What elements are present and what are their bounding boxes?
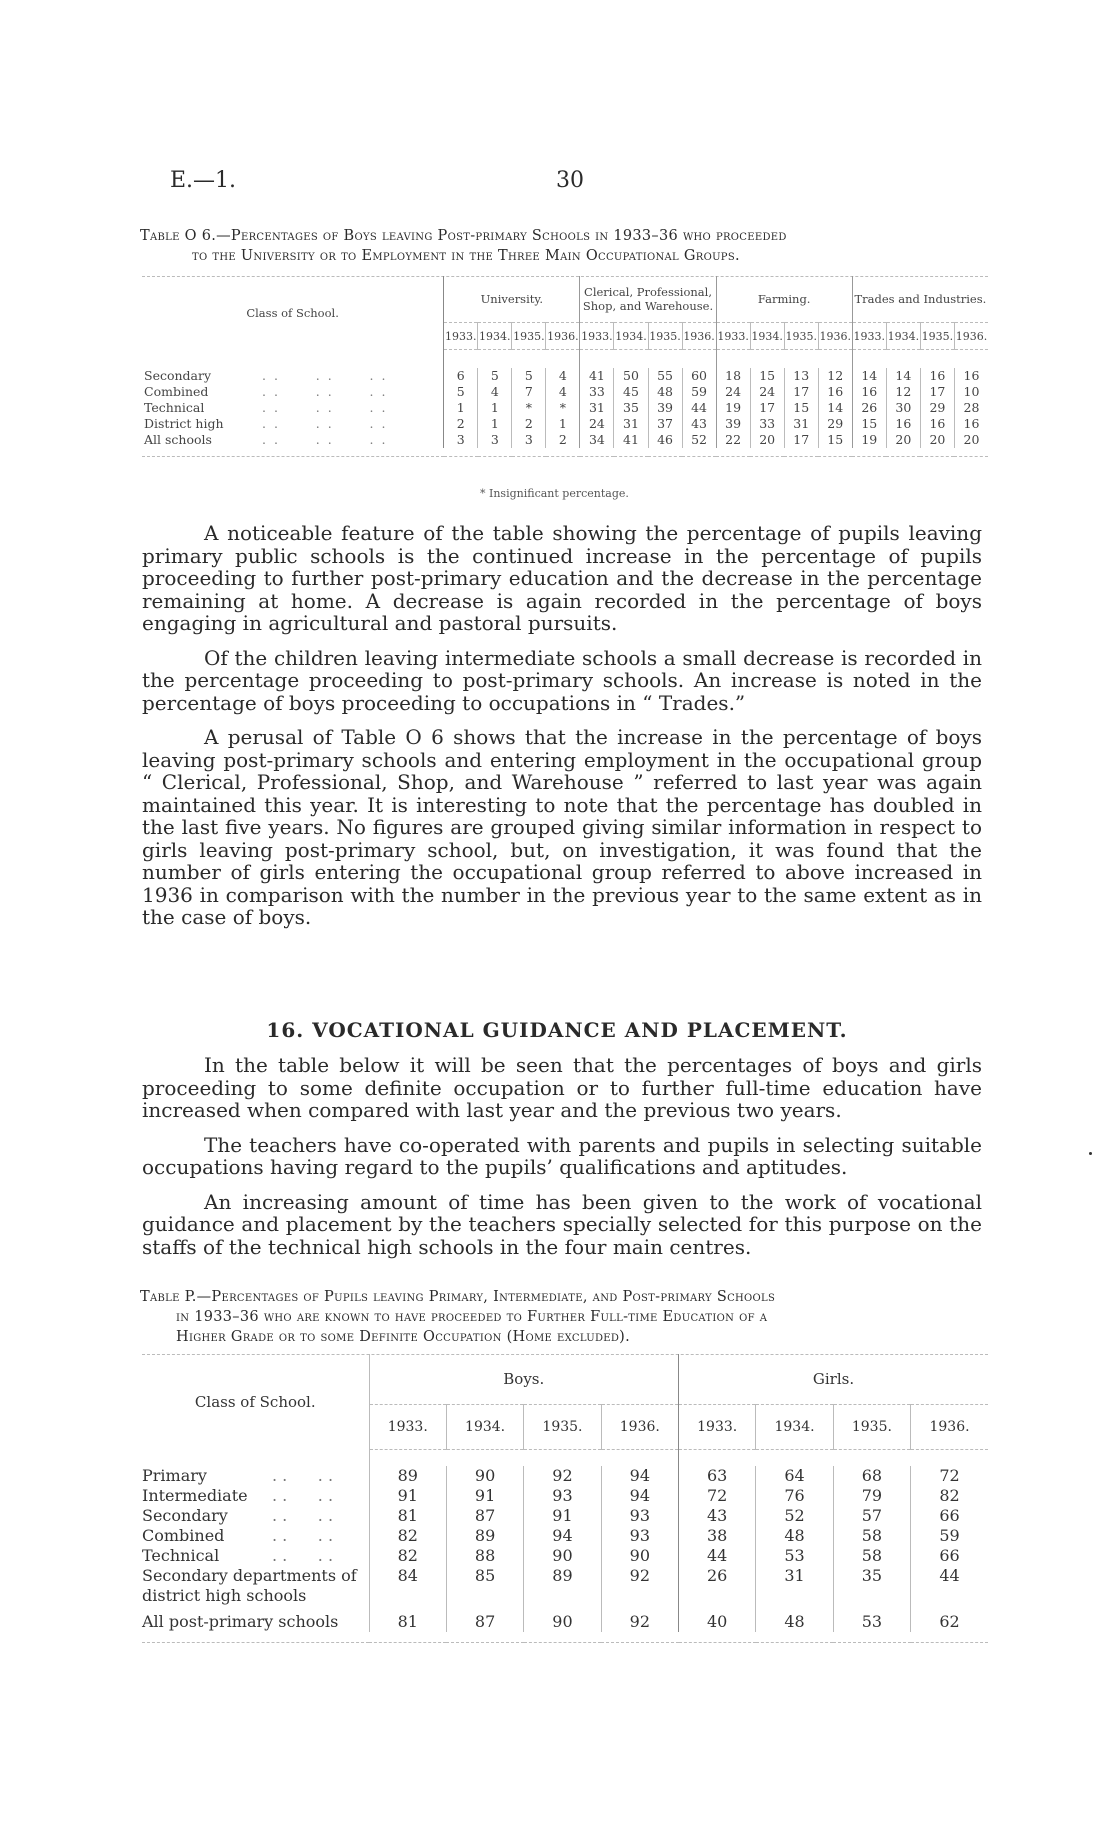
cell-value: 92 bbox=[601, 1566, 678, 1606]
cell-value: 93 bbox=[601, 1506, 678, 1526]
table-row bbox=[142, 1466, 988, 1486]
table-p bbox=[142, 1354, 988, 1643]
row-label bbox=[142, 1466, 369, 1486]
cell-value: 43 bbox=[682, 416, 716, 432]
cell-value: 16 bbox=[886, 416, 920, 432]
cell-value: 79 bbox=[833, 1486, 910, 1506]
section-reference: E.—1. bbox=[170, 168, 237, 193]
cell-value: 4 bbox=[546, 384, 580, 400]
cell-value: 7 bbox=[512, 384, 546, 400]
table-p-caption-line3: Higher Grade or to some Definite Occupation (Home excluded). bbox=[176, 1329, 631, 1345]
cell-value: 35 bbox=[833, 1566, 910, 1606]
cell-value: 16 bbox=[852, 384, 886, 400]
body-paragraph: A noticeable feature of the table showing the percentage of pupils leaving primary public schools is the continued increase in the percentage of pupils proceeding to further post-primary education and the decrease in the percentage remaining at home. A decrease is again recorded in the percentage of boys engaging in agricultural and pastoral pursuits. bbox=[142, 521, 982, 635]
table-row bbox=[142, 1546, 988, 1566]
table-row bbox=[142, 1606, 988, 1632]
cell-value: 1 bbox=[478, 400, 512, 416]
table-row bbox=[142, 368, 988, 384]
row-label bbox=[142, 1546, 369, 1566]
cell-value: 26 bbox=[679, 1566, 756, 1606]
cell-value: 48 bbox=[648, 384, 682, 400]
cell-value: 29 bbox=[818, 416, 852, 432]
cell-value: 40 bbox=[679, 1606, 756, 1632]
cell-value: 3 bbox=[444, 432, 478, 448]
cell-value: 14 bbox=[852, 368, 886, 384]
cell-value: 26 bbox=[852, 400, 886, 416]
cell-value: 66 bbox=[911, 1506, 988, 1526]
cell-value: 24 bbox=[580, 416, 614, 432]
table-row bbox=[142, 1526, 988, 1546]
cell-value: 89 bbox=[446, 1526, 523, 1546]
cell-value: 16 bbox=[818, 384, 852, 400]
cell-value: 41 bbox=[614, 432, 648, 448]
cell-value: 53 bbox=[833, 1606, 910, 1632]
cell-value: 35 bbox=[614, 400, 648, 416]
cell-value: 94 bbox=[524, 1526, 601, 1546]
cell-value: 81 bbox=[369, 1506, 446, 1526]
group-header-university: University. bbox=[444, 276, 580, 323]
cell-value: 89 bbox=[369, 1466, 446, 1486]
cell-value: 87 bbox=[446, 1606, 523, 1632]
cell-value: 6 bbox=[444, 368, 478, 384]
cell-value: 30 bbox=[886, 400, 920, 416]
class-of-school-header: Class of School. bbox=[194, 1392, 316, 1411]
cell-value: 58 bbox=[833, 1546, 910, 1566]
leader-dots: . . . . bbox=[272, 1466, 334, 1485]
row-label bbox=[142, 432, 444, 448]
year-header: 1936. bbox=[911, 1405, 988, 1450]
body-paragraph: Of the children leaving intermediate schools a small decrease is recorded in the percentage proceeding to post-primary schools. An increase is noted in the percentage of boys proceeding to occupations in “ Trades.” bbox=[142, 645, 982, 715]
cell-value: 20 bbox=[954, 432, 988, 448]
cell-value: 91 bbox=[446, 1486, 523, 1506]
leader-dots: . . . . . . bbox=[262, 416, 388, 431]
year-header: 1934. bbox=[478, 323, 512, 350]
table-row bbox=[142, 400, 988, 416]
school-class-name: Secondary departments of district high schools bbox=[142, 1566, 357, 1605]
year-header: 1934. bbox=[614, 323, 648, 350]
year-header: 1936. bbox=[546, 323, 580, 350]
cell-value: 90 bbox=[524, 1546, 601, 1566]
leader-dots: . . . . bbox=[272, 1486, 334, 1505]
cell-value: 85 bbox=[446, 1566, 523, 1606]
year-header: 1933. bbox=[580, 323, 614, 350]
cell-value: 2 bbox=[512, 416, 546, 432]
cell-value: 57 bbox=[833, 1506, 910, 1526]
cell-value: 43 bbox=[679, 1506, 756, 1526]
year-header: 1936. bbox=[818, 323, 852, 350]
cell-value: 31 bbox=[756, 1566, 833, 1606]
cell-value: 87 bbox=[446, 1506, 523, 1526]
school-class-name: Primary bbox=[142, 1466, 207, 1485]
cell-value: 59 bbox=[682, 384, 716, 400]
year-header: 1935. bbox=[512, 323, 546, 350]
school-class-name: Technical bbox=[142, 1546, 220, 1565]
row-label bbox=[142, 400, 444, 416]
cell-value: 41 bbox=[580, 368, 614, 384]
cell-value: 29 bbox=[920, 400, 954, 416]
leader-dots: . . . . . . bbox=[262, 384, 388, 399]
class-of-school-header: Class of School. bbox=[246, 305, 339, 320]
school-class-name: Intermediate bbox=[142, 1486, 248, 1505]
cell-value: 45 bbox=[614, 384, 648, 400]
cell-value: 82 bbox=[369, 1546, 446, 1566]
cell-value: 13 bbox=[784, 368, 818, 384]
table-o6-caption bbox=[140, 226, 980, 266]
school-class-name: District high bbox=[144, 416, 224, 431]
cell-value: 1 bbox=[444, 400, 478, 416]
leader-dots: . . . . . . bbox=[262, 400, 388, 415]
year-header: 1933. bbox=[369, 1405, 446, 1450]
year-header: 1934. bbox=[750, 323, 784, 350]
leader-dots: . . . . . . bbox=[262, 432, 388, 447]
cell-value: 72 bbox=[679, 1486, 756, 1506]
body-text-section-2 bbox=[142, 1054, 982, 1270]
cell-value: 16 bbox=[920, 416, 954, 432]
cell-value: 94 bbox=[601, 1466, 678, 1486]
table-row bbox=[142, 384, 988, 400]
year-header: 1933. bbox=[444, 323, 478, 350]
cell-value: 38 bbox=[679, 1526, 756, 1546]
cell-value: 44 bbox=[682, 400, 716, 416]
cell-value: 55 bbox=[648, 368, 682, 384]
year-header: 1933. bbox=[679, 1405, 756, 1450]
cell-value: 34 bbox=[580, 432, 614, 448]
cell-value: 90 bbox=[601, 1546, 678, 1566]
cell-value: 31 bbox=[784, 416, 818, 432]
cell-value: 33 bbox=[580, 384, 614, 400]
table-row bbox=[142, 1566, 988, 1606]
body-paragraph: In the table below it will be seen that the percentages of boys and girls proceeding to some definite occupation or to further full-time education have increased when compared with last year and the previous two years. bbox=[142, 1053, 982, 1122]
table-p-caption bbox=[140, 1287, 980, 1347]
year-header: 1936. bbox=[601, 1405, 678, 1450]
year-header: 1936. bbox=[682, 323, 716, 350]
leader-dots: . . . . . . bbox=[262, 368, 388, 383]
cell-value: 76 bbox=[756, 1486, 833, 1506]
cell-value: 94 bbox=[601, 1486, 678, 1506]
cell-value: 59 bbox=[911, 1526, 988, 1546]
table-o6-caption-line2: to the University or to Employment in the Three Main Occupational Groups. bbox=[192, 248, 740, 264]
cell-value: 37 bbox=[648, 416, 682, 432]
row-label bbox=[142, 1566, 369, 1606]
cell-value: 1 bbox=[546, 416, 580, 432]
cell-value: 15 bbox=[818, 432, 852, 448]
cell-value: 62 bbox=[911, 1606, 988, 1632]
cell-value: 39 bbox=[716, 416, 750, 432]
cell-value: 66 bbox=[911, 1546, 988, 1566]
body-paragraph: An increasing amount of time has been given to the work of vocational guidance and placement by the teachers specially selected for this purpose on the staffs of the technical high schools in the four main centres. bbox=[142, 1189, 982, 1259]
leader-dots: . . . . bbox=[272, 1526, 334, 1545]
cell-value: 1 bbox=[478, 416, 512, 432]
cell-value: 90 bbox=[446, 1466, 523, 1486]
cell-value: 3 bbox=[478, 432, 512, 448]
year-header: 1934. bbox=[756, 1405, 833, 1450]
page-number: 30 bbox=[556, 168, 584, 193]
table-row bbox=[142, 1506, 988, 1526]
year-header: 1933. bbox=[852, 323, 886, 350]
year-header: 1935. bbox=[920, 323, 954, 350]
cell-value: 16 bbox=[954, 416, 988, 432]
cell-value: 2 bbox=[546, 432, 580, 448]
leader-dots: . . . . bbox=[272, 1506, 334, 1525]
cell-value: 15 bbox=[784, 400, 818, 416]
cell-value: 15 bbox=[852, 416, 886, 432]
cell-value: 82 bbox=[911, 1486, 988, 1506]
cell-value: 20 bbox=[750, 432, 784, 448]
school-class-name: Technical bbox=[144, 400, 205, 415]
cell-value: 82 bbox=[369, 1526, 446, 1546]
cell-value: 20 bbox=[920, 432, 954, 448]
cell-value: 72 bbox=[911, 1466, 988, 1486]
cell-value: 22 bbox=[716, 432, 750, 448]
row-label bbox=[142, 1486, 369, 1506]
cell-value: 10 bbox=[954, 384, 988, 400]
cell-value: 15 bbox=[750, 368, 784, 384]
table-p-caption-line2: in 1933–36 who are known to have proceeded to Further Full-time Education of a bbox=[176, 1309, 768, 1325]
cell-value: 64 bbox=[756, 1466, 833, 1486]
cell-value: 17 bbox=[784, 432, 818, 448]
cell-value: 5 bbox=[444, 384, 478, 400]
cell-value: 19 bbox=[716, 400, 750, 416]
table-row bbox=[142, 1486, 988, 1506]
cell-value: 12 bbox=[818, 368, 852, 384]
cell-value: 19 bbox=[852, 432, 886, 448]
cell-value: 5 bbox=[512, 368, 546, 384]
group-header-girls: Girls. bbox=[679, 1354, 989, 1405]
row-label bbox=[142, 384, 444, 400]
cell-value: 17 bbox=[920, 384, 954, 400]
row-label bbox=[142, 1526, 369, 1546]
cell-value: * bbox=[546, 400, 580, 416]
cell-value: 88 bbox=[446, 1546, 523, 1566]
row-label bbox=[142, 416, 444, 432]
cell-value: 39 bbox=[648, 400, 682, 416]
cell-value: 91 bbox=[369, 1486, 446, 1506]
cell-value: 44 bbox=[911, 1566, 988, 1606]
table-o6-caption-line1: Table O 6.—Percentages of Boys leaving Post-primary Schools in 1933–36 who proceeded bbox=[140, 228, 787, 244]
school-class-name: Combined bbox=[144, 384, 209, 399]
school-class-name: All schools bbox=[144, 432, 212, 447]
cell-value: 24 bbox=[716, 384, 750, 400]
body-text-section-1 bbox=[142, 522, 982, 941]
year-header: 1934. bbox=[886, 323, 920, 350]
cell-value: 44 bbox=[679, 1546, 756, 1566]
cell-value: 60 bbox=[682, 368, 716, 384]
cell-value: 92 bbox=[601, 1606, 678, 1632]
year-header: 1935. bbox=[524, 1405, 601, 1450]
cell-value: 68 bbox=[833, 1466, 910, 1486]
cell-value: 4 bbox=[478, 384, 512, 400]
cell-value: 48 bbox=[756, 1606, 833, 1632]
body-paragraph: A perusal of Table O 6 shows that the increase in the percentage of boys leaving post-primary schools and entering employment in the occupational group “ Clerical, Professional, Shop, and Warehouse ” referred to last year was again maintained this year. It is interesting to note that the percentage has doubled in the last five years. No figures are grouped giving similar information in respect to girls leaving post-primary school, but, on investigation, it was found that the number of girls entering the occupational group referred to above increased in 1936 in comparison with the number in the previous year to the same extent as in the case of boys. bbox=[142, 725, 982, 929]
school-class-name: Secondary bbox=[144, 368, 212, 383]
cell-value: 46 bbox=[648, 432, 682, 448]
school-class-name: Secondary bbox=[142, 1506, 228, 1525]
cell-value: 18 bbox=[716, 368, 750, 384]
section-heading: 16. VOCATIONAL GUIDANCE AND PLACEMENT. bbox=[266, 1018, 848, 1042]
cell-value: 53 bbox=[756, 1546, 833, 1566]
cell-value: 52 bbox=[756, 1506, 833, 1526]
body-paragraph: The teachers have co-operated with parents and pupils in selecting suitable occupations having regard to the pupils’ qualifications and aptitudes. bbox=[142, 1132, 982, 1179]
cell-value: 17 bbox=[784, 384, 818, 400]
cell-value: 4 bbox=[546, 368, 580, 384]
cell-value: 92 bbox=[524, 1466, 601, 1486]
table-p-caption-line1: Table P.—Percentages of Pupils leaving Primary, Intermediate, and Post-primary Schools bbox=[140, 1289, 776, 1305]
year-header: 1935. bbox=[648, 323, 682, 350]
cell-value: 14 bbox=[886, 368, 920, 384]
cell-value: 5 bbox=[478, 368, 512, 384]
cell-value: 81 bbox=[369, 1606, 446, 1632]
year-header: 1936. bbox=[954, 323, 988, 350]
cell-value: 48 bbox=[756, 1526, 833, 1546]
cell-value: 14 bbox=[818, 400, 852, 416]
cell-value: 91 bbox=[524, 1506, 601, 1526]
cell-value: * bbox=[512, 400, 546, 416]
cell-value: 12 bbox=[886, 384, 920, 400]
cell-value: 50 bbox=[614, 368, 648, 384]
cell-value: 52 bbox=[682, 432, 716, 448]
cell-value: 17 bbox=[750, 400, 784, 416]
cell-value: 89 bbox=[524, 1566, 601, 1606]
cell-value: 33 bbox=[750, 416, 784, 432]
row-label bbox=[142, 1606, 369, 1632]
cell-value: 28 bbox=[954, 400, 988, 416]
cell-value: 16 bbox=[954, 368, 988, 384]
cell-value: 93 bbox=[524, 1486, 601, 1506]
year-header: 1935. bbox=[833, 1405, 910, 1450]
cell-value: 90 bbox=[524, 1606, 601, 1632]
year-header: 1934. bbox=[446, 1405, 523, 1450]
table-row bbox=[142, 416, 988, 432]
cell-value: 58 bbox=[833, 1526, 910, 1546]
year-header: 1933. bbox=[716, 323, 750, 350]
cell-value: 3 bbox=[512, 432, 546, 448]
cell-value: 63 bbox=[679, 1466, 756, 1486]
table-o6 bbox=[142, 276, 988, 457]
cell-value: 2 bbox=[444, 416, 478, 432]
school-class-name: All post-primary schools bbox=[142, 1612, 339, 1631]
cell-value: 93 bbox=[601, 1526, 678, 1546]
table-o6-footnote: * Insignificant percentage. bbox=[480, 487, 629, 500]
group-header-clerical: Clerical, Professional, Shop, and Warehouse. bbox=[580, 276, 716, 323]
group-header-farming: Farming. bbox=[716, 276, 852, 323]
margin-mark bbox=[1089, 1152, 1092, 1155]
group-header-boys: Boys. bbox=[369, 1354, 678, 1405]
cell-value: 24 bbox=[750, 384, 784, 400]
row-label bbox=[142, 1506, 369, 1526]
group-header-trades: Trades and Industries. bbox=[852, 276, 988, 323]
table-row bbox=[142, 432, 988, 448]
cell-value: 84 bbox=[369, 1566, 446, 1606]
cell-value: 31 bbox=[580, 400, 614, 416]
cell-value: 31 bbox=[614, 416, 648, 432]
leader-dots: . . . . bbox=[272, 1546, 334, 1565]
cell-value: 16 bbox=[920, 368, 954, 384]
row-label bbox=[142, 368, 444, 384]
year-header: 1935. bbox=[784, 323, 818, 350]
cell-value: 20 bbox=[886, 432, 920, 448]
school-class-name: Combined bbox=[142, 1526, 225, 1545]
